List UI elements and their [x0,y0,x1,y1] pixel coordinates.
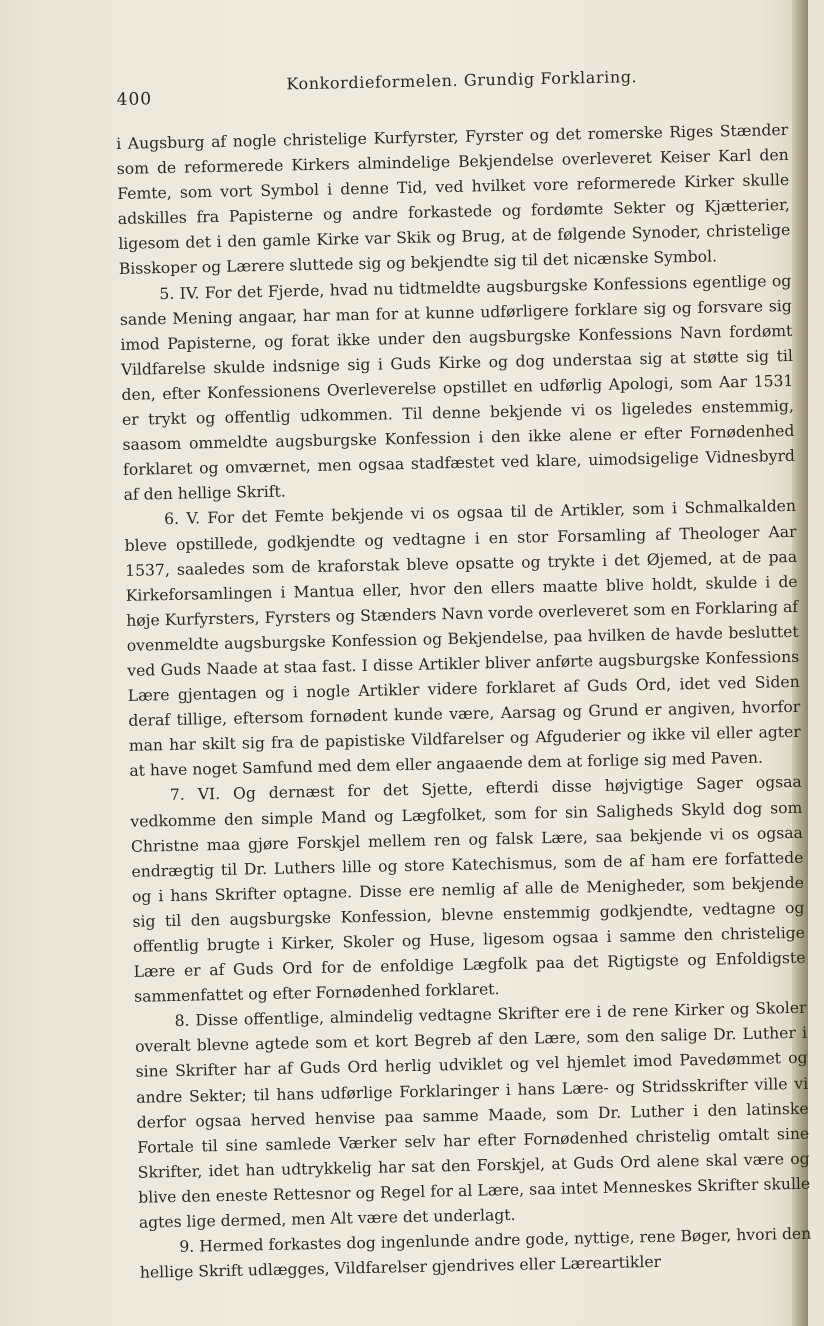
body-text [116,118,812,1286]
running-head: Konkordieformelen. Grundig Forklaring. [286,67,638,94]
paragraph-section-8: 8. Disse offentlige, almindelig vedtagne Skrifter ere i de rene Kirker og Skoler overalt blevne agtede som et kort Begreb af den Lære, som den salige Dr. Luther i sine Skrifter har af Guds Ord herlig udviklet og vel hjemlet imod Pavedømmet og andre Sekter; til hans udførlige Forklaringer i hans Lære- og Stridsskrifter ville vi derfor ogsaa herved henvise paa samme Maade, som Dr. Luther i den latinske Fortale til sine samlede Værker selv har efter Fornødenhed christelig omtalt sine Skrifter, idet han udtrykkelig har sat den Forskjel, at Guds Ord alene skal være og blive den eneste Rettesnor og Regel for al Lære, saa intet Menneskes Skrifter skulle agtes lige dermed, men Alt være det underlagt. [134,999,811,1232]
paragraph-section-6: 6. V. For det Femte bekjende vi os ogsaa til de Artikler, som i Schmalkalden bleve opstillede, godkjendte og vedtagne i en stor Forsamling af Theologer Aar 1537, saaledes som de kraforstak bleve opsatte og trykte i det Øjemed, at de paa Kirkeforsamlingen i Mantua eller, hvor den ellers maatte blive holdt, skulde i de høje Kurfyrsters, Fyrsters og Stænders Navn vorde overleveret som en Forklaring af ovenmeldte augsburgske Konfession og Bekjendelse, paa hvilken de havde besluttet ved Guds Naade at staa fast. I disse Artikler bliver anførte augsburgske Konfessions Lære gjentagen og i nogle Artikler videre forklaret af Guds Ord, idet ved Siden deraf tillige, eftersom fornødent kunde være, Aarsag og Grund er angiven, hvorfor man har skilt sig fra de papistiske Vildfarelser og Afguderier og ikke vil eller agter at have noget Samfund med dem eller angaaende dem at forlige sig med Paven. [124,497,801,781]
page-number: 400 [116,89,153,110]
paragraph-section-5: 5. IV. For det Fjerde, hvad nu tidtmeldte augsburgske Konfessions egentlige og sande Mening angaar, har man for at kunne udførligere forklare sig og forsvare sig imod Papisterne, og forat ikke under den augsburgske Konfessions Navn fordømt Vildfarelse skulde indsnige sig i Guds Kirke og dog understaa sig at støtte sig til den, efter Konfessionens Overleverelse opstillet en udførlig Apologi, som Aar 1531 er trykt og offentlig udkommen. Til denne bekjende vi os ligeledes enstemmig, saasom ommeldte augsburgske Konfession i den ikke alene er efter Fornødenhed forklaret og omværnet, men ogsaa stadfæstet ved klare, uimodsigelige Vidnesbyrd af den hellige Skrift. [119,271,796,505]
paragraph-section-7: 7. VI. Og dernæst for det Sjette, efterdi disse højvigtige Sager ogsaa vedkomme den simple Mand og Lægfolket, som for sin Saligheds Skyld dog som Christne maa gjøre Forskjel mellem ren og falsk Lære, saa bekjende vi os ogsaa endrægtig til Dr. Luthers lille og store Katechismus, som de af ham ere forfattede og i hans Skrifter optagne. Disse ere nemlig af alle de Menigheder, som bekjende sig til den augsburgske Konfession, blevne enstemmig godkjendte, vedtagne og offentlig brugte i Kirker, Skoler og Huse, ligesom ogsaa i samme den christelige Lære er af Guds Ord for de enfoldige Lægfolk paa det Rigtigste og Enfoldigste sammenfattet og efter Fornødenhed forklaret. [130,773,806,1006]
paragraph-continuation: i Augsburg af nogle christelige Kurfyrster, Fyrster og det romerske Riges Stænder som de reformerede Kirkers almindelige Bekjendelse overleveret Keiser Karl den Femte, som vort Symbol i denne Tid, ved hvilket vore reformerede Kirker skulle adskilles fra Papisterne og andre forkastede og fordømte Sekter og Kjætterier, ligesom det i den gamle Kirke var Skik og Brug, at de følgende Synoder, christelige Bisskoper og Lærere sluttede sig og bekjendte sig til det nicænske Symbol. [116,120,791,279]
paragraph-section-9: 9. Hermed forkastes dog ingenlunde andre gode, nyttige, rene Bøger, hvori den hellige Skrift udlægges, Vildfarelser gjendrives eller Læreartikler [139,1224,812,1282]
page-header [116,54,789,108]
